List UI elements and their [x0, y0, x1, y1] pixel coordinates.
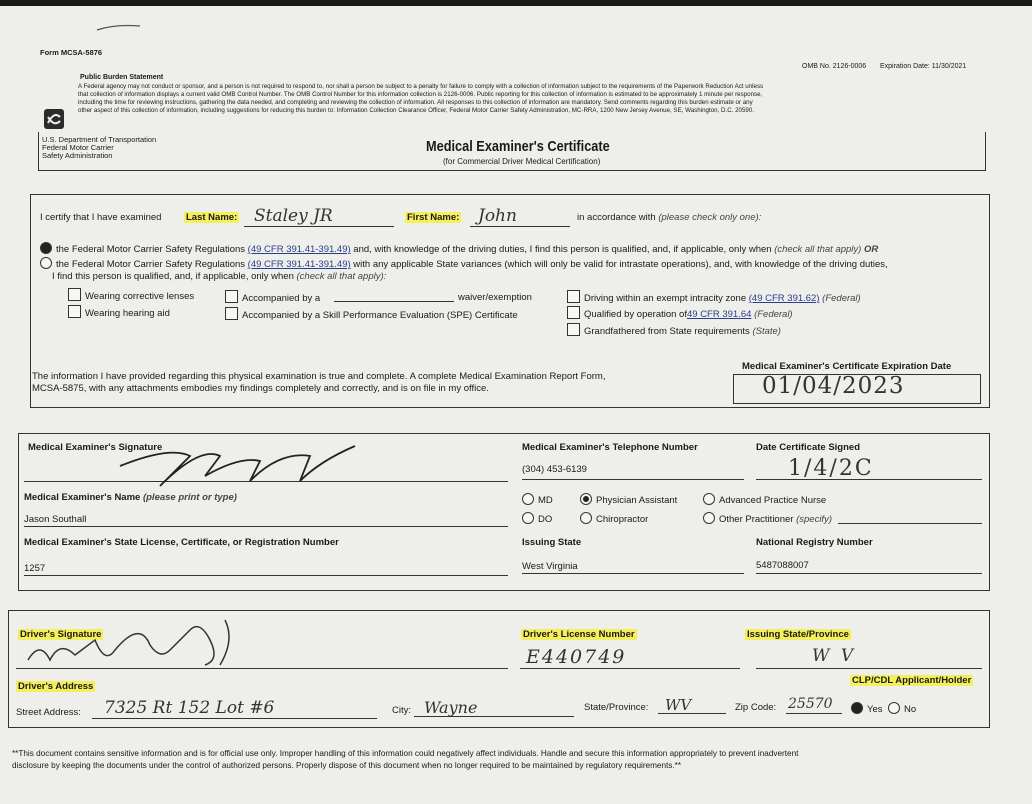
option-state-note: (check all that apply):	[296, 271, 387, 282]
license-value[interactable]: 1257	[24, 563, 46, 574]
type-other-note: (specify)	[796, 514, 832, 525]
operation-link[interactable]: 49 CFR 391.64	[686, 309, 752, 320]
check-spe[interactable]	[225, 307, 518, 321]
burden-line: other aspect of this collection of information, including suggestions for reducing this burden to: Information Collection Clearance Officer, Federal Motor Carrier Safety Administration, MC-RRA, 1200 New Jersey Avenue, SE, Washington, D.C. 20590.	[78, 107, 755, 114]
driver-signature-icon	[20, 610, 250, 670]
zip-value[interactable]: 25570	[788, 696, 833, 712]
type-pa[interactable]	[580, 493, 677, 506]
last-name-label: Last Name:	[186, 212, 238, 223]
checkbox[interactable]	[225, 290, 238, 303]
other-specify-line	[838, 523, 982, 524]
burden-line: A Federal agency may not conduct or sponsor, and a person is not required to respond to, nor shall a person be subject to a penalty for failure to comply with a collection of information subject to the requirements of the Paperwork Reduction Act unless	[78, 83, 764, 90]
issuing-state-line	[522, 573, 744, 574]
check-label: Grandfathered from State requirements	[584, 326, 750, 337]
option-state-link[interactable]: (49 CFR 391.41-391.49)	[247, 259, 351, 270]
registry-value[interactable]: 5487088007	[756, 560, 809, 571]
checkbox[interactable]	[567, 323, 580, 336]
intracity-note: (Federal)	[822, 293, 861, 304]
statement-line: MCSA-5875, with any attachments embodies my findings completely and correctly, and is on file in my office.	[32, 383, 489, 394]
certify-intro: I certify that I have examined	[40, 212, 162, 223]
checkbox[interactable]	[225, 307, 238, 320]
check-label: Wearing hearing aid	[85, 308, 170, 319]
street-value[interactable]: 7325 Rt 152 Lot #6	[104, 698, 275, 718]
footer-line: **This document contains sensitive information and is for official use only. Improper handling of this information could negatively affect individuals. Handle and secure this information appropriately to prevent inadvertent	[12, 749, 799, 758]
type-other[interactable]	[703, 512, 832, 525]
license-label: Medical Examiner's State License, Certificate, or Registration Number	[24, 537, 339, 548]
registry-label: National Registry Number	[756, 537, 873, 548]
certificate-subtitle: (for Commercial Driver Medical Certification)	[443, 157, 601, 166]
driver-address-label: Driver's Address	[18, 681, 94, 692]
date-signed-label: Date Certificate Signed	[756, 442, 860, 453]
option-federal-text-b: and, with knowledge of the driving duties, I find this person is qualified, and, if applicable, only when	[353, 244, 772, 255]
issuing-state-value[interactable]: West Virginia	[522, 561, 578, 572]
last-name-line	[244, 226, 394, 227]
examiner-name-label-group	[24, 492, 237, 503]
option-state-line2-text: I find this person is qualified, and, if applicable, only when	[52, 271, 294, 282]
grandfathered-note: (State)	[752, 326, 781, 337]
check-hearing-aid[interactable]	[68, 305, 170, 319]
type-apn-label: Advanced Practice Nurse	[719, 495, 827, 506]
check-operation[interactable]	[567, 306, 793, 320]
driver-signature-label: Driver's Signature	[20, 629, 102, 640]
yes-label: Yes	[867, 704, 883, 715]
type-md-label: MD	[538, 495, 553, 506]
option-or: OR	[863, 244, 879, 255]
option-state-text: the Federal Motor Carrier Safety Regulations	[56, 259, 246, 270]
state-value[interactable]: WV	[665, 696, 692, 714]
zip-line	[786, 713, 842, 714]
date-signed-value[interactable]: 1/4/2C	[788, 456, 874, 481]
expiration-date: Expiration Date: 11/30/2021	[880, 63, 967, 70]
option-federal[interactable]	[40, 242, 878, 255]
check-accompanied[interactable]	[225, 290, 320, 304]
radio-no[interactable]	[888, 702, 900, 714]
no-label: No	[904, 704, 917, 715]
accordance-text	[577, 212, 761, 223]
driver-issuing-label: Issuing State/Province	[747, 629, 849, 640]
footer-notice	[12, 748, 798, 772]
cert-expiration-value[interactable]: 01/04/2023	[762, 373, 905, 399]
driver-license-line	[520, 668, 740, 669]
type-apn[interactable]	[703, 493, 826, 506]
type-chiro[interactable]	[580, 512, 648, 525]
accordance-note: (please check only one):	[658, 212, 762, 223]
checkbox[interactable]	[68, 305, 81, 318]
accordance-label: in accordance with	[577, 212, 656, 223]
driver-license-label: Driver's License Number	[523, 629, 635, 640]
examiner-signature-label: Medical Examiner's Signature	[28, 442, 163, 453]
first-name-line	[470, 226, 570, 227]
radio-apn[interactable]	[703, 493, 715, 505]
radio-state[interactable]	[40, 257, 52, 269]
check-grandfathered[interactable]	[567, 323, 781, 337]
type-chiro-label: Chiropractor	[596, 514, 649, 525]
first-name-label: First Name:	[407, 212, 460, 223]
burden-statement	[78, 83, 763, 115]
state-label: State/Province:	[584, 702, 649, 713]
waiver-label: waiver/exemption	[458, 292, 532, 303]
option-state-line2	[52, 271, 386, 282]
check-label: Driving within an exempt intracity zone	[584, 293, 747, 304]
zip-label: Zip Code:	[735, 702, 777, 713]
examiner-phone-value[interactable]: (304) 453-6139	[522, 464, 587, 475]
license-line	[24, 575, 508, 576]
pen-mark	[95, 20, 145, 34]
type-pa-label: Physician Assistant	[596, 495, 678, 506]
option-federal-text: the Federal Motor Carrier Safety Regulations	[56, 244, 246, 255]
radio-md[interactable]	[522, 493, 534, 505]
accompanied-line	[334, 301, 454, 302]
issuing-state-label: Issuing State	[522, 537, 582, 548]
examiner-name-label: Medical Examiner's Name	[24, 492, 141, 503]
option-federal-note: (check all that apply)	[774, 244, 862, 255]
radio-other[interactable]	[703, 512, 715, 524]
type-do[interactable]	[522, 512, 552, 525]
certificate-paper	[0, 6, 1032, 804]
clp-no[interactable]	[888, 702, 916, 715]
footer-line: disclosure by keeping the documents under the control of authorized persons. Properly dispose of this document when no longer required to be maintained by regulatory requirements.**	[12, 761, 682, 770]
burden-title: Public Burden Statement	[80, 74, 164, 81]
burden-line: that collection of information displays a current valid OMB Control Number. The OMB Control Number for this information collection is 2126-0006. Public reporting for this collection of information is estimated to be approximately 1 minute per response,	[78, 91, 763, 98]
examiner-signature-icon	[110, 436, 370, 496]
first-name-value[interactable]: John	[478, 206, 517, 226]
check-intracity[interactable]	[567, 290, 861, 304]
type-md[interactable]	[522, 493, 553, 506]
statement-line: The information I have provided regarding this physical examination is true and complete. A complete Medical Examination Report Form,	[32, 371, 606, 382]
radio-yes[interactable]	[851, 702, 863, 714]
examiner-name-note: (please print or type)	[142, 492, 237, 503]
checkbox[interactable]	[68, 288, 81, 301]
agency-line: Federal Motor Carrier	[42, 143, 114, 152]
clp-yes[interactable]	[851, 702, 883, 715]
attestation-statement	[32, 371, 605, 395]
check-label: Qualified by operation of	[584, 309, 687, 320]
dot-logo-icon	[44, 109, 64, 129]
check-label: Accompanied by a Skill Performance Evaluation (SPE) Certificate	[242, 310, 518, 321]
clp-cdl-label: CLP/CDL Applicant/Holder	[852, 675, 972, 686]
street-label: Street Address:	[16, 707, 81, 718]
agency-line: U.S. Department of Transportation	[42, 135, 157, 144]
registry-line	[756, 573, 982, 574]
examiner-name-line	[24, 526, 508, 527]
street-line	[92, 718, 377, 719]
checkbox[interactable]	[567, 306, 580, 319]
type-do-label: DO	[538, 514, 553, 525]
checkbox[interactable]	[567, 290, 580, 303]
option-federal-link[interactable]: (49 CFR 391.41-391.49)	[247, 244, 351, 255]
option-state-text-b: with any applicable State variances (which will only be valid for intrastate operations), and, with knowledge of the driving duties,	[353, 259, 888, 270]
operation-note: (Federal)	[754, 309, 793, 320]
examiner-name-value[interactable]: Jason Southall	[24, 514, 87, 525]
dot-logo	[44, 109, 64, 129]
type-other-label: Other Practitioner	[719, 514, 794, 525]
examiner-phone-label: Medical Examiner's Telephone Number	[522, 442, 698, 453]
radio-federal[interactable]	[40, 242, 52, 254]
omb-number: OMB No. 2126-0006	[802, 63, 867, 70]
driver-issuing-value[interactable]: W V	[812, 646, 857, 666]
cert-expiration-label: Medical Examiner's Certificate Expiration Date	[742, 361, 952, 372]
radio-pa[interactable]	[580, 493, 592, 505]
certificate-title: Medical Examiner's Certificate	[426, 138, 610, 155]
agency-line: Safety Administration	[42, 151, 113, 160]
radio-chiro[interactable]	[580, 512, 592, 524]
check-label: Wearing corrective lenses	[85, 291, 195, 302]
form-id: Form MCSA-5876	[40, 48, 103, 57]
option-state[interactable]	[40, 257, 888, 270]
city-value[interactable]: Wayne	[424, 698, 478, 717]
city-label: City:	[392, 705, 411, 716]
driver-license-value[interactable]: E440749	[526, 646, 627, 668]
check-corrective-lenses[interactable]	[68, 288, 194, 302]
examiner-phone-line	[522, 479, 744, 480]
last-name-value[interactable]: Staley JR	[254, 206, 333, 226]
intracity-link[interactable]: (49 CFR 391.62)	[748, 293, 820, 304]
check-label: Accompanied by a	[242, 293, 321, 304]
driver-issuing-line	[756, 668, 982, 669]
burden-line: including the time for reviewing instructions, gathering the data needed, and completing and reviewing the collection of information. All responses to this collection of information are mandatory. Send comments regarding this burden estimate or any	[78, 99, 753, 106]
radio-do[interactable]	[522, 512, 534, 524]
